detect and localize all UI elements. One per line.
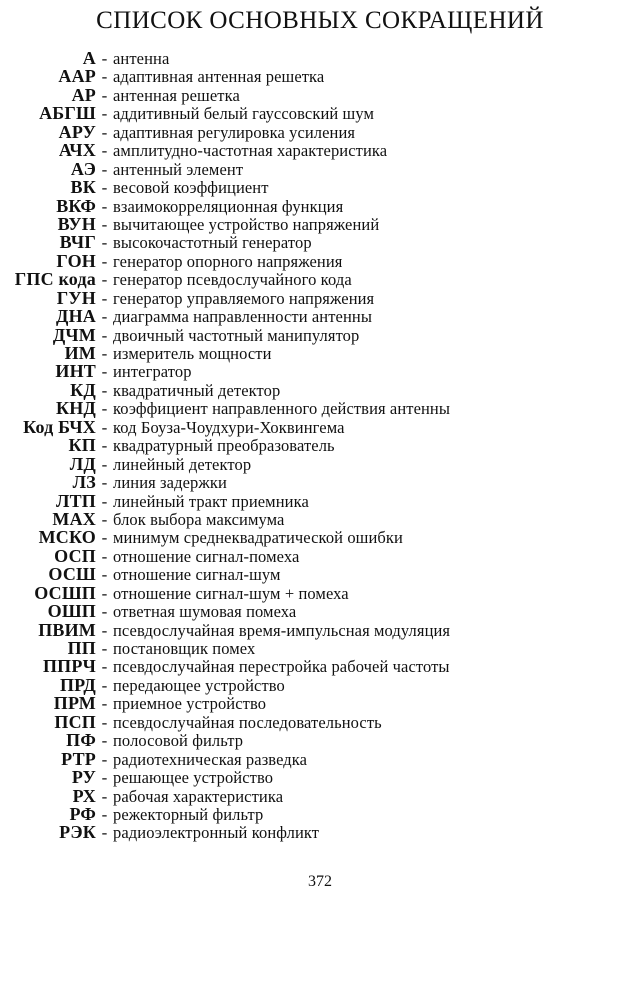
dash-separator: - [101, 731, 108, 751]
abbreviation-definition: приемное устройство [113, 694, 267, 714]
list-item [0, 602, 640, 620]
dash-separator: - [101, 454, 108, 474]
dash-separator: - [101, 270, 108, 290]
abbreviation-term: КД [70, 379, 96, 400]
abbreviation-term: ВУН [57, 213, 96, 234]
abbreviation-definition: режекторный фильтр [113, 804, 264, 824]
dash-separator: - [101, 104, 108, 124]
list-item [0, 178, 640, 196]
abbreviation-definition: линия задержки [113, 473, 227, 493]
dash-separator: - [101, 509, 108, 529]
list-item [0, 270, 640, 288]
dash-separator: - [101, 565, 108, 585]
dash-separator: - [101, 399, 108, 419]
abbreviation-definition: линейный детектор [113, 454, 252, 474]
list-item [0, 362, 640, 380]
dash-separator: - [101, 786, 108, 806]
abbreviation-term: ИНТ [55, 361, 96, 382]
list-item [0, 657, 640, 675]
abbreviation-term: ОШП [47, 601, 96, 622]
abbreviation-term: МАХ [52, 508, 96, 529]
abbreviation-definition: амплитудно-частотная характеристика [113, 141, 388, 161]
abbreviation-definition: квадратурный преобразователь [113, 436, 335, 456]
list-item [0, 492, 640, 510]
abbreviation-definition: полосовой фильтр [113, 731, 244, 751]
abbreviation-definition: отношение сигнал-шум [113, 565, 281, 585]
abbreviation-term: А [82, 48, 96, 68]
abbreviation-term: КП [68, 435, 96, 456]
list-item [0, 252, 640, 270]
abbreviation-definition: псевдослучайная перестройка рабочей частоты [113, 657, 450, 677]
list-item [0, 694, 640, 712]
list-item [0, 787, 640, 805]
abbreviation-definition: высокочастотный генератор [113, 233, 312, 253]
abbreviation-term: ОСШП [34, 582, 96, 603]
dash-separator: - [101, 325, 108, 345]
dash-separator: - [101, 675, 108, 695]
abbreviation-definition: вычитающее устройство напряжений [113, 214, 380, 234]
page-title: СПИСОК ОСНОВНЫХ СОКРАЩЕНИЙ [96, 7, 544, 34]
list-item [0, 621, 640, 639]
dash-separator: - [101, 196, 108, 216]
dash-separator: - [101, 85, 108, 105]
dash-separator: - [101, 436, 108, 456]
dash-separator: - [101, 49, 108, 68]
abbreviation-term: РХ [72, 785, 96, 806]
list-item [0, 197, 640, 215]
abbreviation-definition: передающее устройство [113, 675, 285, 695]
list-item [0, 731, 640, 749]
abbreviation-list [0, 49, 640, 842]
dash-separator: - [101, 67, 108, 87]
abbreviation-term: ПВИМ [38, 619, 96, 640]
abbreviation-term: ВКФ [56, 195, 96, 216]
list-item [0, 104, 640, 122]
abbreviation-term: АБГШ [39, 103, 96, 124]
dash-separator: - [101, 546, 108, 566]
abbreviation-term: ГОН [56, 250, 96, 271]
abbreviation-definition: линейный тракт приемника [113, 491, 309, 511]
abbreviation-definition: псевдослучайная последовательность [113, 712, 382, 732]
dash-separator: - [101, 528, 108, 548]
abbreviation-definition: аддитивный белый гауссовский шум [113, 104, 375, 124]
abbreviation-term: РУ [71, 767, 96, 788]
dash-separator: - [101, 583, 108, 603]
abbreviation-definition: адаптивная регулировка усиления [113, 122, 356, 142]
abbreviation-term: ИМ [64, 343, 96, 363]
dash-separator: - [101, 804, 108, 824]
abbreviation-term: АР [71, 84, 96, 105]
abbreviation-term: РТР [61, 748, 96, 769]
abbreviation-definition: двоичный частотный манипулятор [113, 325, 360, 345]
dash-separator: - [101, 768, 108, 788]
abbreviation-definition: радиотехническая разведка [113, 749, 308, 769]
dash-separator: - [101, 749, 108, 769]
abbreviation-term: ПФ [66, 730, 96, 751]
abbreviation-definition: отношение сигнал-помеха [113, 546, 300, 566]
abbreviation-definition: интегратор [113, 362, 192, 382]
list-item [0, 289, 640, 307]
dash-separator: - [101, 602, 108, 622]
abbreviation-term: ПСП [54, 711, 96, 732]
list-item [0, 141, 640, 159]
abbreviation-term: ОСП [54, 545, 96, 566]
dash-separator: - [101, 178, 108, 198]
abbreviation-term: Код БЧХ [23, 416, 96, 437]
list-item [0, 307, 640, 325]
dash-separator: - [101, 344, 108, 363]
list-item [0, 750, 640, 768]
abbreviation-term: ВК [70, 177, 96, 198]
list-item [0, 49, 640, 67]
abbreviation-definition: адаптивная антенная решетка [113, 67, 325, 87]
abbreviation-term: ПРМ [53, 693, 96, 714]
list-item [0, 473, 640, 491]
list-item [0, 160, 640, 178]
dash-separator: - [101, 122, 108, 142]
list-item [0, 584, 640, 602]
dash-separator: - [101, 473, 108, 493]
list-item [0, 547, 640, 565]
abbreviation-definition: решающее устройство [113, 768, 274, 788]
abbreviation-definition: код Боуза-Чоудхури-Хоквингема [113, 417, 345, 437]
abbreviation-term: РФ [69, 803, 96, 824]
dash-separator: - [101, 491, 108, 511]
abbreviation-definition: антенный элемент [113, 159, 244, 179]
dash-separator: - [101, 620, 108, 640]
dash-separator: - [101, 214, 108, 234]
list-item [0, 676, 640, 694]
abbreviation-term: ГУН [56, 287, 96, 308]
dash-separator: - [101, 417, 108, 437]
list-item [0, 233, 640, 251]
dash-separator: - [101, 657, 108, 677]
abbreviation-definition: квадратичный детектор [113, 380, 281, 400]
abbreviation-definition: антенна [113, 49, 170, 68]
abbreviation-term: РЭК [59, 822, 96, 843]
dash-separator: - [101, 141, 108, 161]
dash-separator: - [101, 233, 108, 253]
abbreviation-term: ЛЗ [72, 472, 96, 493]
list-item [0, 455, 640, 473]
page-number: 372 [308, 873, 332, 890]
abbreviation-term: МСКО [38, 527, 96, 548]
abbreviation-definition: измеритель мощности [113, 344, 272, 363]
abbreviation-term: АРУ [58, 121, 96, 142]
abbreviation-term: ВЧГ [59, 232, 96, 253]
abbreviation-definition: генератор псевдослучайного кода [113, 270, 352, 290]
list-item [0, 565, 640, 583]
list-item [0, 436, 640, 454]
list-item [0, 805, 640, 823]
list-item [0, 399, 640, 417]
abbreviation-definition: антенная решетка [113, 85, 240, 105]
list-item [0, 823, 640, 841]
abbreviation-definition: коэффициент направленного действия антенны [113, 399, 451, 419]
abbreviation-definition: рабочая характеристика [113, 786, 284, 806]
list-item [0, 768, 640, 786]
list-item [0, 326, 640, 344]
dash-separator: - [101, 712, 108, 732]
abbreviation-definition: взаимокорреляционная функция [113, 196, 344, 216]
abbreviation-term: ПРД [59, 674, 96, 695]
abbreviation-term: ДНА [56, 306, 96, 327]
abbreviation-term: ДЧМ [52, 324, 96, 345]
dash-separator: - [101, 159, 108, 179]
abbreviation-term: ЛТП [55, 490, 96, 511]
list-item [0, 713, 640, 731]
abbreviation-definition: псевдослучайная время-импульсная модуляция [113, 620, 451, 640]
dash-separator: - [101, 639, 108, 658]
list-item [0, 123, 640, 141]
dash-separator: - [101, 694, 108, 714]
list-item [0, 86, 640, 104]
dash-separator: - [101, 307, 108, 327]
list-item [0, 639, 640, 657]
abbreviation-term: КНД [55, 398, 96, 419]
abbreviation-term: ПП [67, 638, 96, 658]
abbreviation-definition: генератор управляемого напряжения [113, 288, 375, 308]
abbreviation-definition: генератор опорного напряжения [113, 251, 343, 271]
list-item [0, 528, 640, 546]
list-item [0, 418, 640, 436]
abbreviation-definition: весовой коэффициент [113, 178, 269, 198]
dash-separator: - [101, 251, 108, 271]
abbreviation-term: ААР [58, 66, 96, 87]
list-item [0, 510, 640, 528]
abbreviation-term: ППРЧ [42, 656, 96, 677]
abbreviation-definition: ответная шумовая помеха [113, 602, 297, 622]
abbreviation-definition: отношение сигнал-шум + помеха [113, 583, 349, 603]
abbreviation-term: ГПС кода [14, 269, 96, 290]
list-item [0, 67, 640, 85]
abbreviation-term: АЧХ [58, 140, 96, 161]
list-item [0, 344, 640, 362]
abbreviation-term: ЛД [69, 453, 96, 474]
dash-separator: - [101, 823, 108, 843]
abbreviation-definition: диаграмма направленности антенны [113, 307, 373, 327]
abbreviation-definition: минимум среднеквадратической ошибки [113, 528, 403, 548]
abbreviation-term: АЭ [70, 158, 96, 179]
list-item [0, 381, 640, 399]
abbreviation-definition: радиоэлектронный конфликт [113, 823, 320, 843]
dash-separator: - [101, 362, 108, 382]
dash-separator: - [101, 288, 108, 308]
dash-separator: - [101, 380, 108, 400]
abbreviation-definition: постановщик помех [113, 639, 256, 658]
abbreviation-definition: блок выбора максимума [113, 509, 285, 529]
abbreviation-term: ОСШ [48, 564, 96, 585]
list-item [0, 215, 640, 233]
